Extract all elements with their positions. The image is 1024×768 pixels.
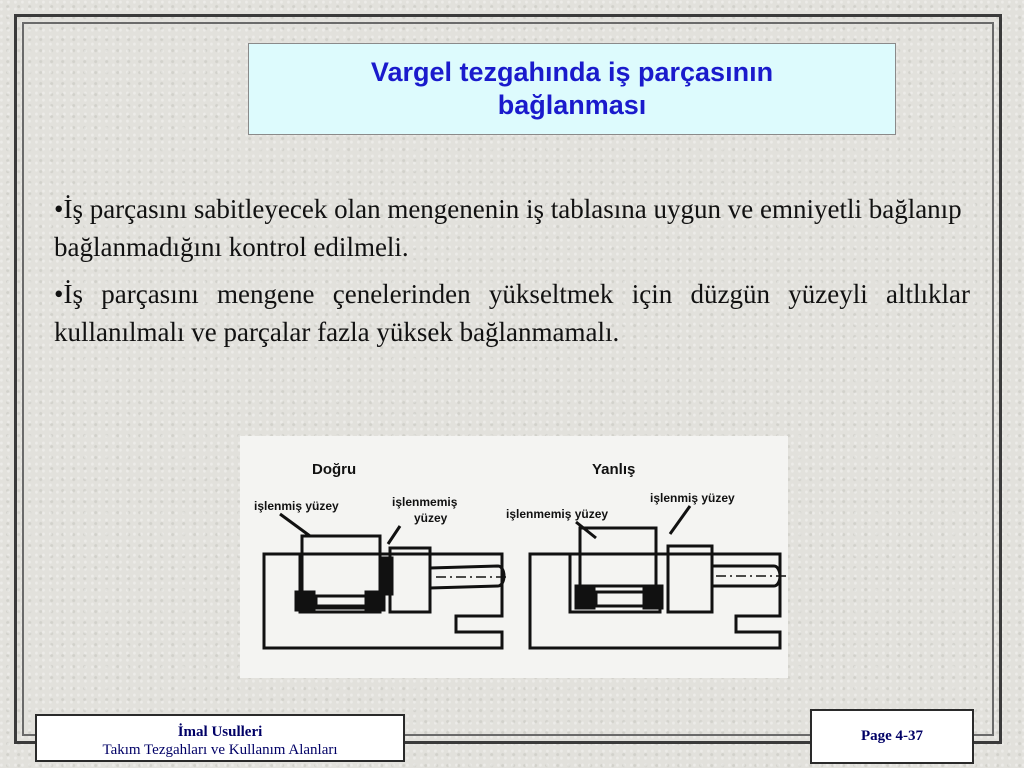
vise-diagram [240, 436, 788, 678]
page-number: Page 4-37 [860, 728, 924, 744]
correct-leader-machined [280, 514, 310, 536]
correct-parallel-left [296, 592, 314, 610]
footer-page-box [810, 709, 974, 764]
wrong-setup-diagram [506, 461, 786, 648]
correct-setup-diagram [254, 461, 510, 648]
footer-course-title: İmal Usulleri [177, 724, 263, 740]
vise-diagram-figure [240, 436, 788, 678]
correct-leader-unmachined [388, 526, 400, 544]
correct-heading: Doğru [312, 461, 357, 478]
slide-title: Vargel tezgahında iş parçasının bağlanması [370, 57, 774, 120]
wrong-leader-machined [670, 506, 690, 534]
correct-label-machined: işlenmiş yüzey [254, 499, 339, 513]
footer-course-subtitle: Takım Tezgahları ve Kullanım Alanları [102, 742, 338, 758]
wrong-label-unmachined: işlenmemiş yüzey [506, 507, 609, 521]
wrong-parallel-right [644, 586, 662, 608]
bullet-item-1: •İş parçasını sabitleyecek olan mengenenin iş tablasına uygun ve emniyetli bağlanıp bağlanmadığını kontrol edilmeli. [54, 194, 962, 262]
correct-fixed-jaw [264, 554, 380, 612]
wrong-heading: Yanlış [592, 461, 636, 478]
wrong-parallel-mid [596, 592, 644, 606]
wrong-label-machined: işlenmiş yüzey [650, 491, 735, 505]
correct-jaw-plate [382, 558, 392, 594]
slide-title-box [248, 43, 896, 135]
footer-course-box [35, 714, 405, 762]
correct-label-unmachined-2: yüzey [414, 511, 448, 525]
wrong-moving-jaw [668, 546, 712, 612]
correct-moving-jaw [390, 548, 430, 612]
wrong-workpiece [580, 528, 656, 586]
wrong-parallel-left [576, 586, 594, 608]
bullet-list [54, 190, 970, 360]
bullet-item-2: •İş parçasını mengene çenelerinden yükseltmek için düzgün yüzeyli altlıklar kullanılmalı ve parçalar fazla yüksek bağlanmamalı. [54, 279, 970, 347]
correct-label-unmachined-1: işlenmemiş [392, 495, 458, 509]
